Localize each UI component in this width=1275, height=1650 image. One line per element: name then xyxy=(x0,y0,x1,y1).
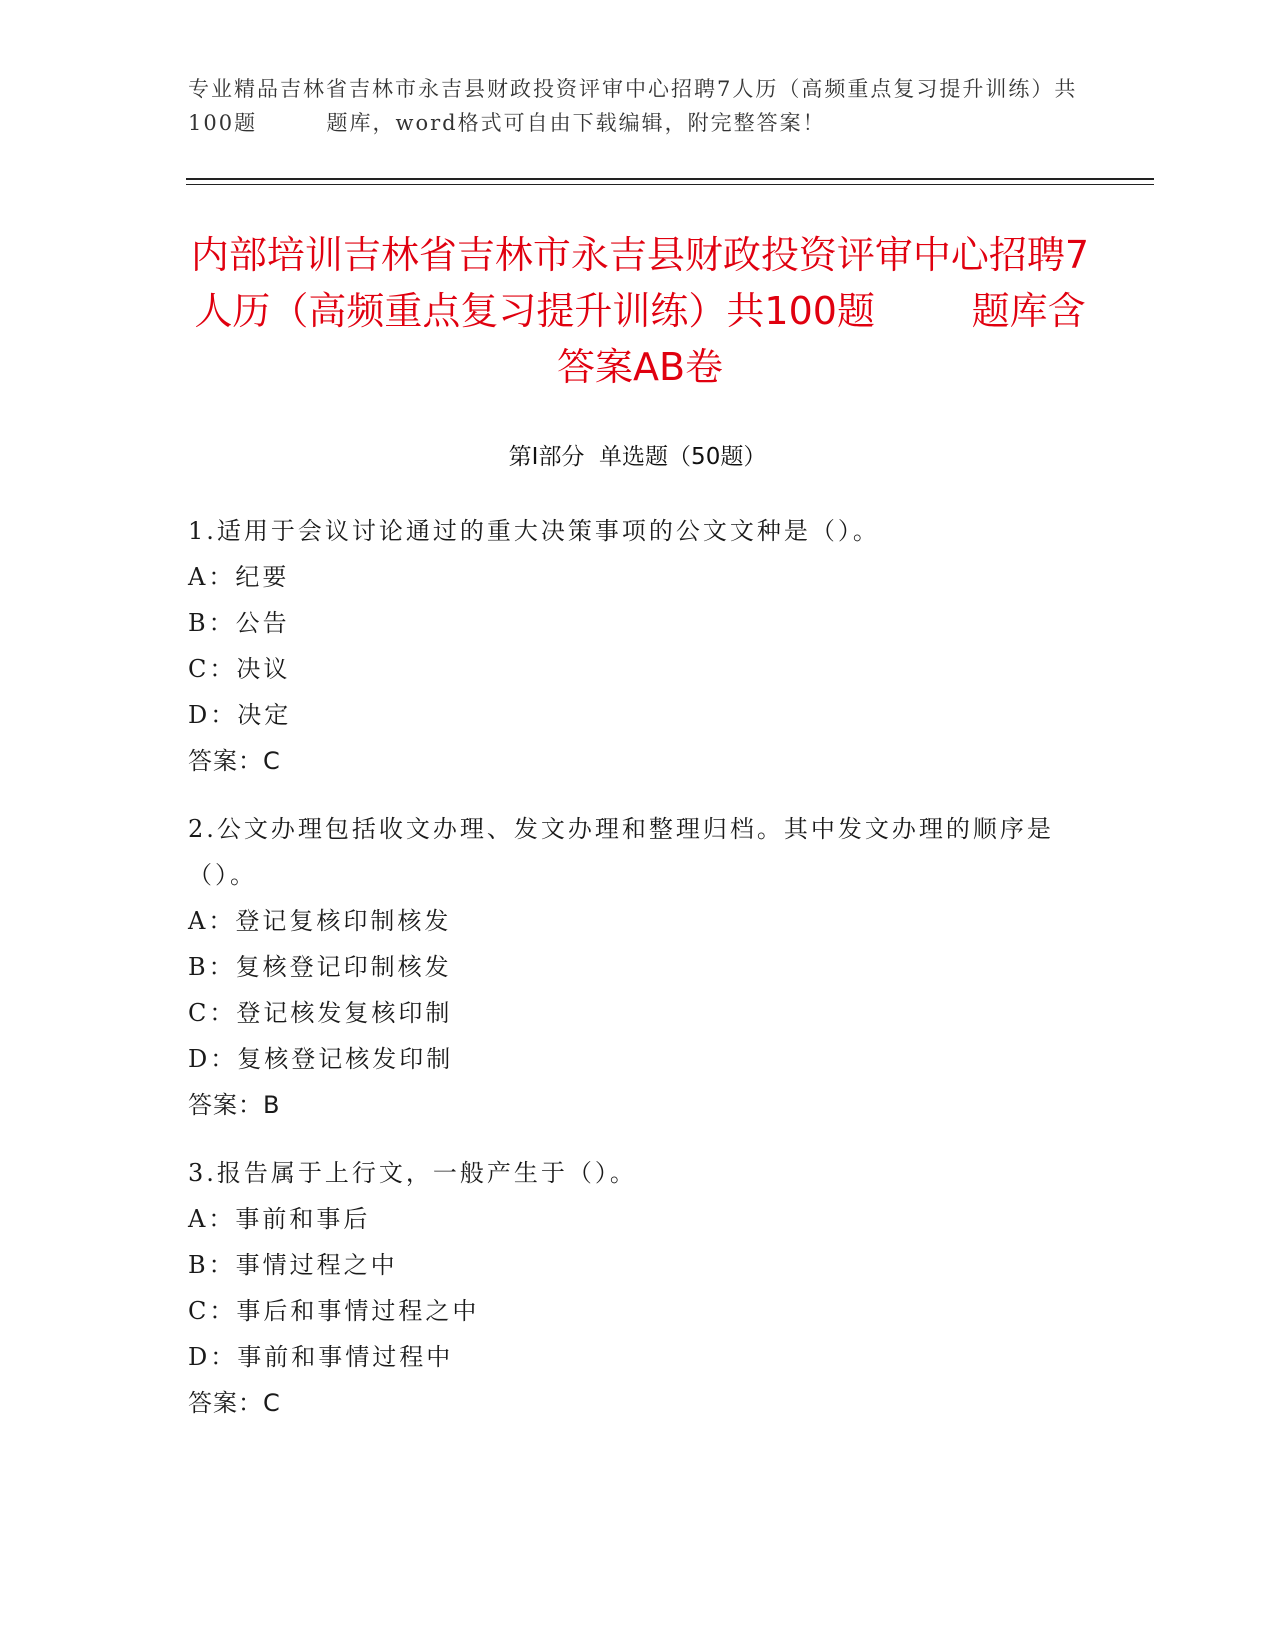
answer: 答案：C xyxy=(188,747,281,775)
option-a: A：纪要 xyxy=(188,563,290,591)
option-d: D：复核登记核发印制 xyxy=(188,1045,454,1073)
option-b: B：复核登记印制核发 xyxy=(188,953,452,981)
option-a: A：事前和事后 xyxy=(188,1205,371,1233)
header-rule-thin xyxy=(186,184,1154,185)
document-header: 专业精品吉林省吉林市永吉县财政投资评审中心招聘7人历（高频重点复习提升训练）共100题 题库，word格式可自由下载编辑，附完整答案！ xyxy=(188,77,1078,135)
question-stem: 2.公文办理包括收文办理、发文办理和整理归档。其中发文办理的顺序是（）。 xyxy=(188,815,1054,889)
option-c: C：登记核发复核印制 xyxy=(188,999,453,1027)
question-2 xyxy=(188,806,1068,1128)
question-stem: 1.适用于会议讨论通过的重大决策事项的公文文种是（）。 xyxy=(188,517,880,545)
document-title: 内部培训吉林省吉林市永吉县财政投资评审中心招聘7人历（高频重点复习提升训练）共100题 题库含答案AB卷 xyxy=(190,233,1090,389)
question-3 xyxy=(188,1150,1068,1426)
option-a: A：登记复核印制核发 xyxy=(188,907,452,935)
option-d: D：决定 xyxy=(188,701,292,729)
section-heading: 第I部分 单选题（50题） xyxy=(508,444,767,470)
question-1 xyxy=(188,508,1068,784)
option-c: C：事后和事情过程之中 xyxy=(188,1297,480,1325)
answer: 答案：C xyxy=(188,1389,281,1417)
option-c: C：决议 xyxy=(188,655,291,683)
answer: 答案：B xyxy=(188,1091,281,1119)
question-stem: 3.报告属于上行文，一般产生于（）。 xyxy=(188,1159,637,1187)
header-rule-thick xyxy=(186,178,1154,180)
option-d: D：事前和事情过程中 xyxy=(188,1343,454,1371)
option-b: B：事情过程之中 xyxy=(188,1251,398,1279)
option-b: B：公告 xyxy=(188,609,290,637)
